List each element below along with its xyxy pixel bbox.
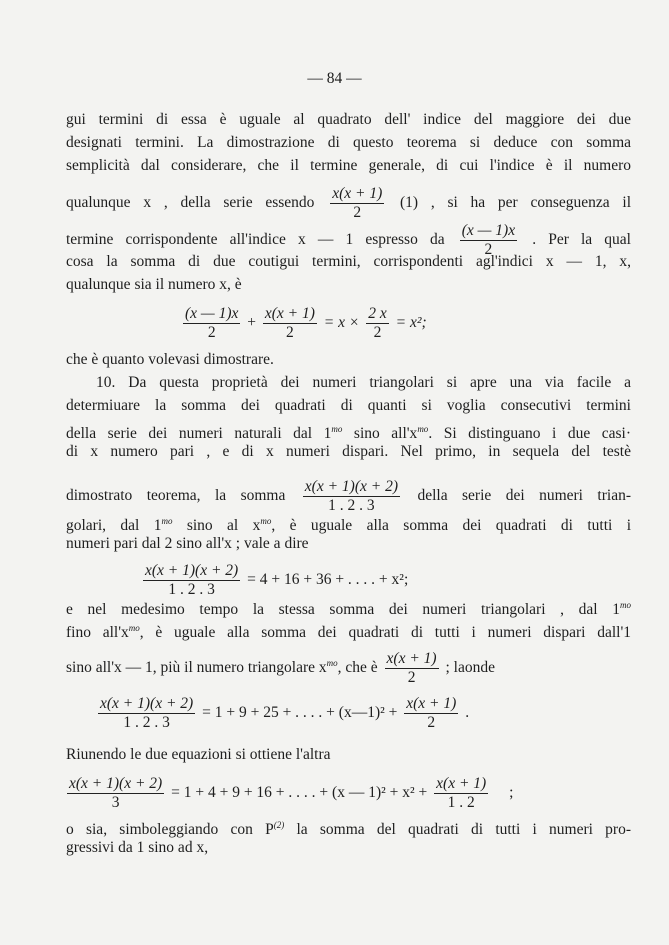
text: ; laonde (445, 659, 495, 677)
text-line: semplicità dal considerare, che il termine generale, di cui l'indice è il numero (66, 157, 631, 174)
fraction (183, 305, 240, 342)
superscript: (2) (273, 820, 285, 830)
numerator: x(x + 1) (332, 185, 383, 202)
superscript: mo (417, 424, 429, 434)
text-line: designati termini. La dimostrazione di questo teorema si deduce con somma (66, 134, 631, 151)
fraction (404, 695, 458, 732)
superscript: mo (331, 424, 343, 434)
text: = 1 + 4 + 9 + 16 + . . . . + (x — 1)² + x² + (171, 784, 428, 802)
text-line (66, 185, 631, 222)
text: = x²; (395, 314, 427, 332)
text: sino all'x (342, 425, 418, 443)
numerator: x(x + 1)(x + 2) (145, 562, 239, 579)
fraction (67, 775, 164, 812)
fraction (434, 775, 488, 812)
text: , è uguale alla somma dei quadrati di tutti i (271, 517, 632, 535)
text: . Per la qual (532, 231, 631, 249)
equation (180, 305, 427, 342)
equation (95, 695, 469, 732)
text-line: che è quanto volevasi dimostrare. (66, 351, 274, 368)
numerator: x(x + 1)(x + 2) (304, 478, 399, 495)
text: , è uguale alla somma dei quadrati di tutti i numeri dispari dall'1 (139, 624, 631, 642)
text-line: numeri pari dal 2 sino all'x ; vale a dire (66, 535, 309, 552)
denominator: 1 . 2 . 3 (168, 581, 215, 598)
text-line: 10. Da questa proprietà dei numeri triangolari si apre una via facile a (96, 374, 631, 391)
numerator: 2 x (368, 305, 387, 322)
fraction (303, 478, 400, 515)
text-line (66, 815, 631, 840)
operator: + (247, 314, 256, 332)
text: = 1 + 9 + 25 + . . . . + (x—1)² + (202, 704, 398, 722)
text-line: determiuare la somma dei quadrati di quanti si voglia consecutivi termini (66, 397, 631, 414)
denominator: 2 (373, 324, 382, 341)
numerator: x(x + 1)(x + 2) (100, 695, 194, 712)
superscript: mo (260, 516, 272, 526)
text-line: gressivi da 1 sino ad x, (66, 839, 209, 856)
text-line (66, 478, 631, 515)
text: = x × (323, 314, 360, 332)
denominator: 1 . 2 . 3 (328, 497, 375, 514)
text: . (465, 704, 470, 722)
fraction (263, 305, 317, 342)
text-line: qualunque sia il numero x, è (66, 276, 242, 293)
denominator: 2 (427, 714, 436, 731)
text: = 4 + 16 + 36 + . . . . + x²; (247, 571, 409, 589)
text-line: gui termini di essa è uguale al quadrato dell' indice del maggiore dei due (66, 111, 631, 128)
superscript: mo (128, 623, 140, 633)
denominator: 2 (353, 204, 362, 221)
numerator: x(x + 1) (406, 695, 457, 712)
numerator: (x — 1)x (461, 222, 516, 239)
fraction (385, 650, 439, 687)
text: fino all'x (66, 624, 129, 642)
numerator: x(x + 1) (436, 775, 487, 792)
text-line (66, 618, 631, 643)
text: dimostrato teorema, la somma (66, 487, 286, 505)
text: sino all'x — 1, più il numero triangolare x (66, 659, 327, 677)
text-line (66, 650, 631, 687)
text-line (66, 595, 631, 620)
text: sino al x (172, 517, 261, 535)
text: , che è (337, 659, 378, 677)
text-line: Riunendo le due equazioni si ottiene l'altra (66, 746, 331, 763)
denominator: 2 (286, 324, 294, 341)
fraction (366, 305, 389, 342)
text-line (66, 511, 631, 536)
text: della serie dei numeri trian- (417, 487, 631, 505)
numerator: x(x + 1)(x + 2) (69, 775, 163, 792)
text-line: di x numero pari , e di x numeri dispari. Nel primo, in sequela del testè (66, 443, 631, 460)
text: la somma del quadrati di tutti i numeri pro- (284, 821, 631, 839)
equation (64, 775, 513, 812)
denominator: 1 . 2 . 3 (123, 714, 170, 731)
text-line: cosa la somma di due coutigui termini, corrispondenti agl'indici x — 1, x, (66, 253, 631, 270)
page-number: — 84 — (307, 70, 362, 87)
denominator: 2 (207, 324, 216, 341)
text: e nel medesimo tempo la stessa somma dei numeri triangolari , dal 1 (66, 601, 620, 619)
numerator: (x — 1)x (185, 305, 239, 322)
superscript: mo (326, 657, 338, 668)
fraction (98, 695, 195, 732)
text: o sia, simboleggiando con P (66, 821, 274, 839)
numerator: x(x + 1) (386, 650, 437, 667)
text: golari, dal 1 (66, 517, 162, 535)
text: termine corrispondente all'indice x — 1 espresso da (66, 231, 445, 249)
text: della serie dei numeri naturali dal 1 (66, 425, 332, 443)
numerator: x(x + 1) (264, 305, 315, 322)
equation (140, 562, 408, 599)
denominator: 3 (111, 794, 120, 811)
fraction (143, 562, 240, 599)
superscript: mo (161, 516, 173, 526)
superscript: mo (620, 600, 631, 610)
text-line (66, 419, 631, 444)
text: ; (509, 784, 514, 802)
denominator: 2 (484, 241, 493, 258)
denominator: 1 . 2 (447, 794, 475, 811)
text: qualunque x , della serie essendo (66, 194, 315, 212)
text: (1) , si ha per conseguenza il (400, 194, 632, 212)
fraction (330, 185, 384, 222)
text: . Si distinguano i due casi· (428, 425, 632, 443)
denominator: 2 (407, 669, 416, 686)
